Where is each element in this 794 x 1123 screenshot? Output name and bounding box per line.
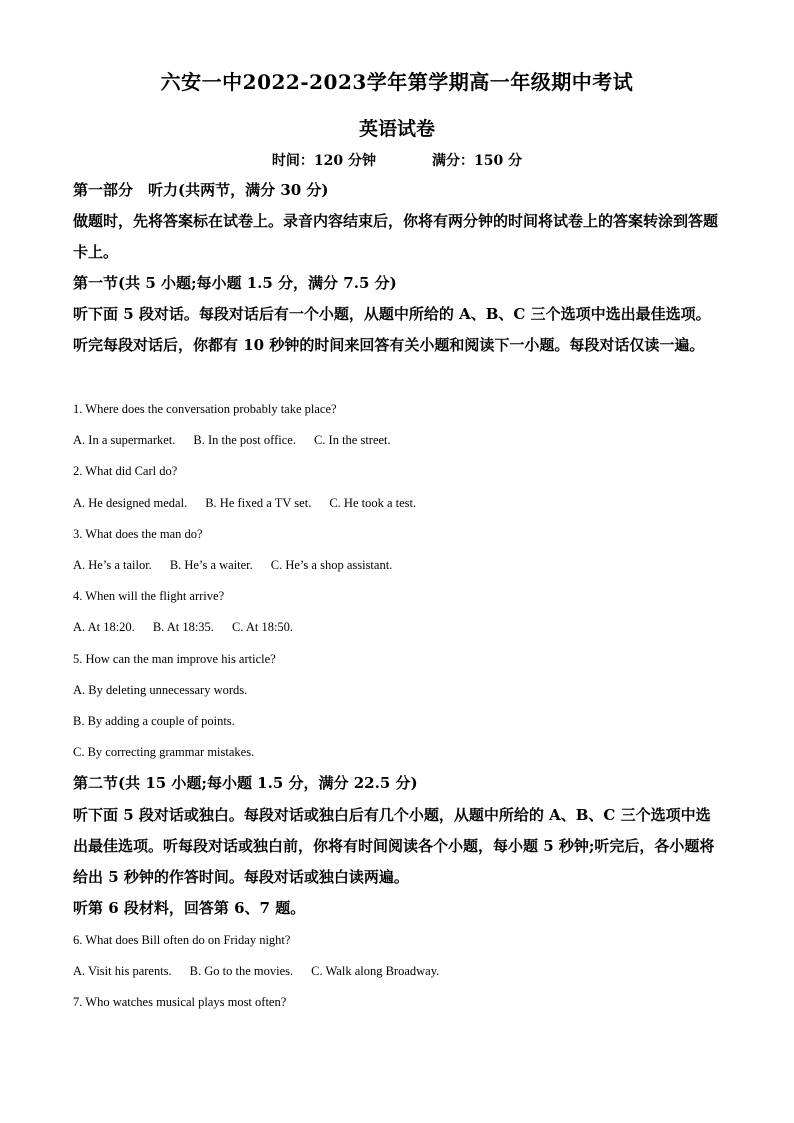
part1-instruction: 做题时，先将答案标在试卷上。录音内容结束后，你将有两分钟的时间将试卷上的答案转涂到答题卡上。: [73, 212, 719, 261]
question-5-option-a: A. By deleting unnecessary words.: [73, 683, 248, 697]
option-a: A. He designed medal.: [73, 496, 188, 510]
option-b: B. In the post office.: [193, 433, 296, 447]
option-c: C. In the street.: [313, 433, 391, 447]
option-c: C. He’s a shop assistant.: [270, 558, 393, 572]
question-5-option-b: B. By adding a couple of points.: [73, 714, 235, 728]
question-6: 6. What does Bill often do on Friday night?: [73, 933, 291, 947]
option-c: C. He took a test.: [329, 496, 417, 510]
section2-instruction: 听下面 5 段对话或独白。每段对话或独白后有几个小题，从题中所给的 A、B、C 三个选项中选出最佳选项。听每段对话或独白前，你将有时间阅读各个小题，每小题 5 秒钟;听完后，各小题将给出 5 秒钟的作答时间。每段对话或独白读两遍。: [73, 806, 715, 886]
option-c: C. Walk along Broadway.: [311, 964, 440, 978]
question-6-options: [73, 963, 723, 979]
material-6-heading: 听第 6 段材料，回答第 6、7 题。: [73, 899, 306, 917]
question-2: 2. What did Carl do?: [73, 464, 178, 478]
option-a: A. In a supermarket.: [73, 433, 176, 447]
question-1-options: [73, 432, 723, 448]
question-7: 7. Who watches musical plays most often?: [73, 995, 287, 1009]
exam-time-score: [0, 150, 794, 170]
option-a: A. At 18:20.: [73, 620, 135, 634]
part1-heading: 第一部分 听力(共两节，满分 30 分): [73, 181, 329, 199]
question-4: 4. When will the flight arrive?: [73, 589, 225, 603]
option-a: A. Visit his parents.: [73, 964, 172, 978]
section1-heading: 第一节(共 5 小题;每小题 1.5 分，满分 7.5 分): [73, 274, 397, 292]
section2-heading: 第二节(共 15 小题;每小题 1.5 分，满分 22.5 分): [73, 774, 418, 792]
question-5: 5. How can the man improve his article?: [73, 652, 276, 666]
question-3-options: [73, 557, 723, 573]
exam-time: 时间：120 分钟: [271, 153, 376, 169]
option-b: B. At 18:35.: [152, 620, 214, 634]
section1-instruction: 听下面 5 段对话。每段对话后有一个小题，从题中所给的 A、B、C 三个选项中选出最佳选项。听完每段对话后，你都有 10 秒钟的时间来回答有关小题和阅读下一小题。每段对话仅读一遍。: [73, 305, 711, 354]
exam-subtitle: 英语试卷: [358, 118, 435, 140]
question-2-options: [73, 495, 723, 511]
exam-title: 六安一中2022-2023学年第学期高一年级期中考试: [160, 70, 634, 94]
question-4-options: [73, 619, 723, 635]
question-3: 3. What does the man do?: [73, 527, 203, 541]
option-c: C. At 18:50.: [231, 620, 294, 634]
option-b: B. He’s a waiter.: [169, 558, 253, 572]
question-1: 1. Where does the conversation probably take place?: [73, 402, 337, 416]
question-5-option-c: C. By correcting grammar mistakes.: [73, 745, 255, 759]
option-a: A. He’s a tailor.: [73, 558, 152, 572]
option-b: B. He fixed a TV set.: [205, 496, 312, 510]
exam-score: 满分：150 分: [432, 153, 523, 169]
option-b: B. Go to the movies.: [189, 964, 294, 978]
